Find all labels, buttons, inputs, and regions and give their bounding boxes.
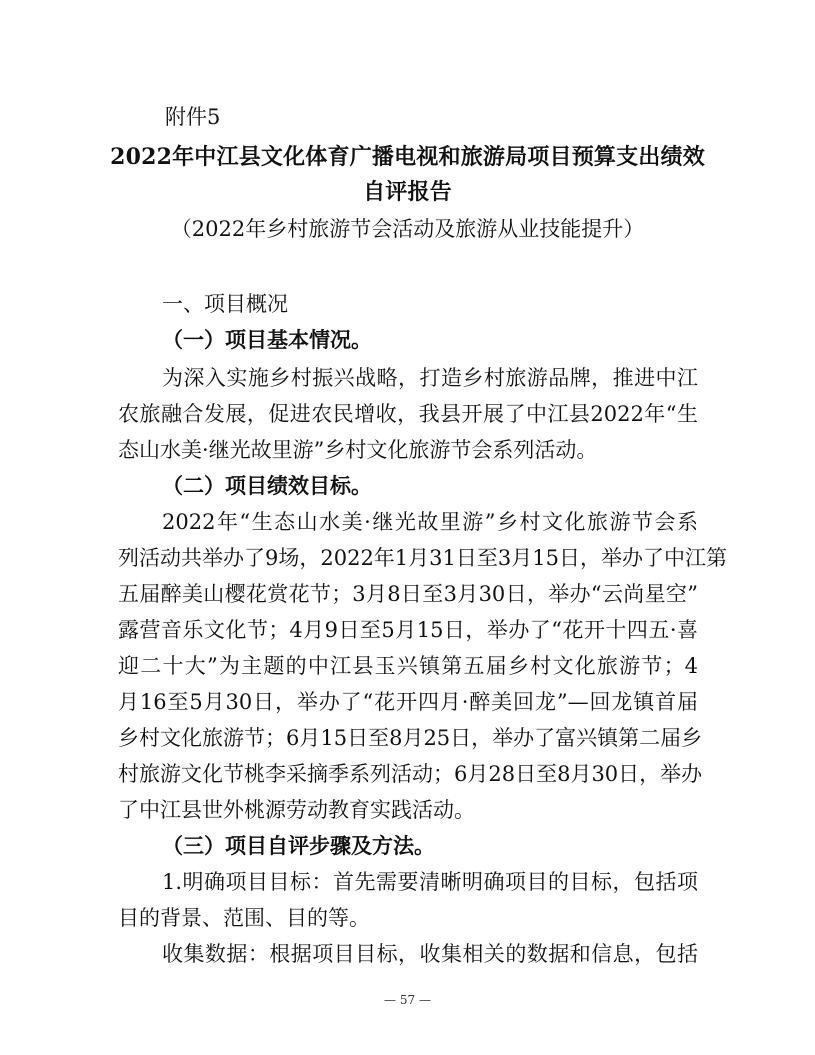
- subsection-heading-method: （三）项目自评步骤及方法。: [162, 833, 435, 858]
- report-title-line2: 自评报告: [363, 179, 452, 205]
- paragraph-line: 态山水美·继光故里游”乡村文化旅游节会系列活动。: [118, 438, 598, 462]
- paragraph-line: 1.明确项目目标：首先需要清晰明确项目的目标，包括项: [162, 870, 698, 894]
- section-heading-overview: 一、项目概况: [162, 292, 288, 316]
- subsection-heading-goals: （二）项目绩效目标。: [162, 473, 372, 498]
- paragraph-line: 为深入实施乡村振兴战略，打造乡村旅游品牌，推进中江: [162, 366, 698, 390]
- page-number: — 57 —: [384, 993, 431, 1007]
- paragraph-line: 月16至5月30日，举办了“花开四月·醉美回龙”—回龙镇首届: [118, 690, 698, 714]
- paragraph-line: 农旅融合发展，促进农民增收，我县开展了中江县2022年“生: [118, 402, 698, 426]
- paragraph-line: 村旅游文化节桃李采摘季系列活动；6月28日至8月30日，举办: [118, 762, 703, 786]
- paragraph-line: 露营音乐文化节；4月9日至5月15日，举办了“花开十四五·喜: [118, 618, 698, 642]
- subsection-heading-basic-info: （一）项目基本情况。: [162, 327, 372, 352]
- paragraph-line: 列活动共举办了9场，2022年1月31日至3月15日，举办了中江第: [118, 546, 727, 570]
- paragraph-line: 乡村文化旅游节；6月15日至8月25日，举办了富兴镇第二届乡: [118, 726, 703, 750]
- report-subtitle: （2022年乡村旅游节会活动及旅游从业技能提升）: [170, 217, 645, 241]
- report-title-line1: 2022年中江县文化体育广播电视和旅游局项目预算支出绩效: [110, 144, 705, 170]
- paragraph-line: 收集数据：根据项目目标，收集相关的数据和信息，包括: [162, 942, 698, 966]
- paragraph-line: 五届醉美山樱花赏花节；3月8日至3月30日，举办“云尚星空”: [118, 582, 698, 606]
- paragraph-line: 2022年“生态山水美·继光故里游”乡村文化旅游节会系: [162, 510, 698, 534]
- paragraph-line: 了中江县世外桃源劳动教育实践活动。: [118, 798, 475, 822]
- paragraph-line: 迎二十大”为主题的中江县玉兴镇第五届乡村文化旅游节；4: [118, 654, 698, 678]
- paragraph-line: 目的背景、范围、目的等。: [118, 906, 370, 930]
- attachment-label: 附件5: [165, 105, 221, 129]
